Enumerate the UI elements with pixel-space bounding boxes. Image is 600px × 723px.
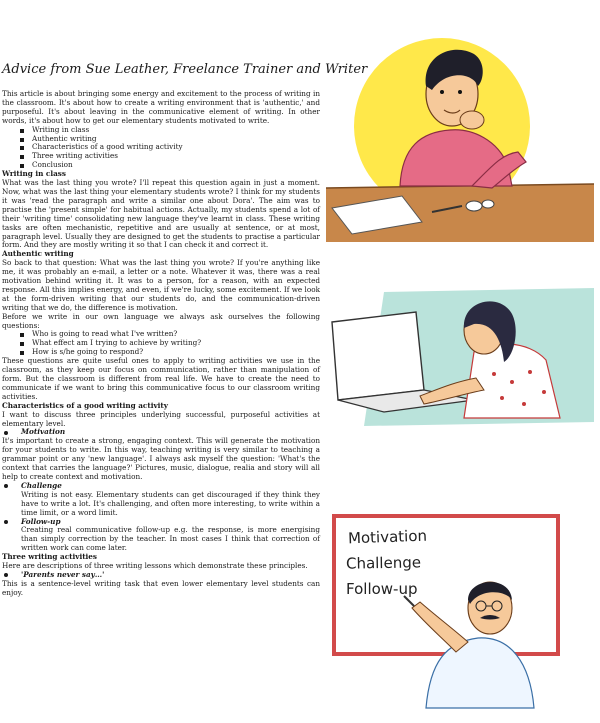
question-item: Who is going to read what I've written? xyxy=(20,330,320,339)
authentic-writing-after: These questions are quite useful ones to apply to writing activities we use in the classroom, as they keep our focus on communication, rather than manipulation of form. But the classroom is different from real life. We have to create the need to communicate if we want to bring this communicative focus to our classroom writing activities. xyxy=(2,356,320,401)
article-title: Advice from Sue Leather, Freelance Trainer and Writer xyxy=(2,62,368,77)
laptop-icon xyxy=(332,312,424,400)
contents-item: Characteristics of a good writing activity xyxy=(20,143,320,152)
board-word-motivation: Motivation xyxy=(347,526,428,548)
three-activities-lead: Here are descriptions of three writing lessons which demonstrate these principles. xyxy=(2,561,308,571)
contents-item: Three writing activities xyxy=(20,152,320,161)
board-word-challenge: Challenge xyxy=(345,553,422,573)
principle-label: Challenge xyxy=(21,480,62,490)
principle-motivation xyxy=(2,428,320,437)
principle-label: Motivation xyxy=(21,427,66,437)
principle-label: Follow-up xyxy=(21,516,61,526)
activity-label: 'Parents never say…' xyxy=(21,569,105,579)
contents-list xyxy=(2,126,320,171)
laptop-woman-illustration xyxy=(324,282,598,432)
principle-follow-up xyxy=(2,518,320,527)
board-word-follow-up: Follow-up xyxy=(346,580,418,598)
authentic-writing-paragraph: So back to that question: What was the last thing you wrote? If you're anything like me, it was probably an e-mail, a letter or a note. Whatever it was, there was a real motivation behind writing it. It was to a person, for a reason, with an expected response. All this implies energy, and even, if we're lucky, some excitement. If we look at the form-driven writing that our students do, and the communication-driven writing that we do, the difference is motivation. xyxy=(2,258,320,312)
question-item: What effect am I trying to achieve by writing? xyxy=(20,339,320,348)
principle-text: Creating real communicative follow-up e.g. the response, is more energising than simply correction by the teacher. In most cases I think that correction of written work can come later. xyxy=(21,525,320,553)
section-heading-three-activities: Three writing activities xyxy=(2,552,97,562)
intro-paragraph: This article is about bringing some energy and excitement to the process of writing in the classroom. It's about how to create a writing environment that is 'authentic,' and purposeful. It's about leaving in the communicative element of writing. In other words, it's about how to get our elementary students motivated to write. xyxy=(2,89,320,125)
section-heading-characteristics: Characteristics of a good writing activity xyxy=(2,400,168,410)
section-heading-authentic-writing: Authentic writing xyxy=(2,249,74,259)
question-item: How is s/he going to respond? xyxy=(20,348,320,357)
contents-item: Authentic writing xyxy=(20,135,320,144)
principle-text: Writing is not easy. Elementary students can get discouraged if they think they have to write a lot. It's challenging, and often more interesting, to write within a time limit, or a word limit. xyxy=(21,489,320,517)
characteristics-lead: I want to discuss three principles underlying successful, purposeful activities at elementary level. xyxy=(2,409,320,428)
activity-text: This is a sentence-level writing task that even lower elementary level students can enjoy. xyxy=(2,578,320,597)
questions-list xyxy=(2,330,320,357)
section-heading-writing-in-class: Writing in class xyxy=(2,169,66,179)
contents-item: Writing in class xyxy=(20,126,320,135)
activity-parents-never-say xyxy=(2,571,320,580)
contents-item: Conclusion xyxy=(20,161,320,170)
thinking-man-illustration xyxy=(322,36,598,246)
principle-text: It's important to create a strong, engaging context. This will generate the motivation for your students to write. In this way, teaching writing is very similar to teaching a grammar point or any 'new language'. I always ask myself the question: 'What's the context that carries the language?' Pictures, music, dialogue, realia and story will all help to create context and motivation. xyxy=(2,436,320,481)
teacher-board-illustration xyxy=(330,512,600,712)
authentic-writing-lead: Before we write in our own language we always ask ourselves the following questions: xyxy=(2,311,320,330)
article-body xyxy=(2,90,320,598)
writing-in-class-paragraph: What was the last thing you wrote? I'll repeat this question again in just a moment. Now, what was the last thing your elementary students wrote? I think for my students it was 'read the paragraph and write a similar one about Dora'. The aim was to practise the 'present simple' for habitual actions. Actually, my students spend a lot of their 'writing time' consolidating new language they've learnt in class. These writing tasks are often mechanistic, repetitive and are usually at sentence, or at most, paragraph level. Usually they are designed to get the students to practise a particular form. And they are mostly writing it so that I can check it and correct it. xyxy=(2,178,320,250)
principle-challenge xyxy=(2,482,320,491)
